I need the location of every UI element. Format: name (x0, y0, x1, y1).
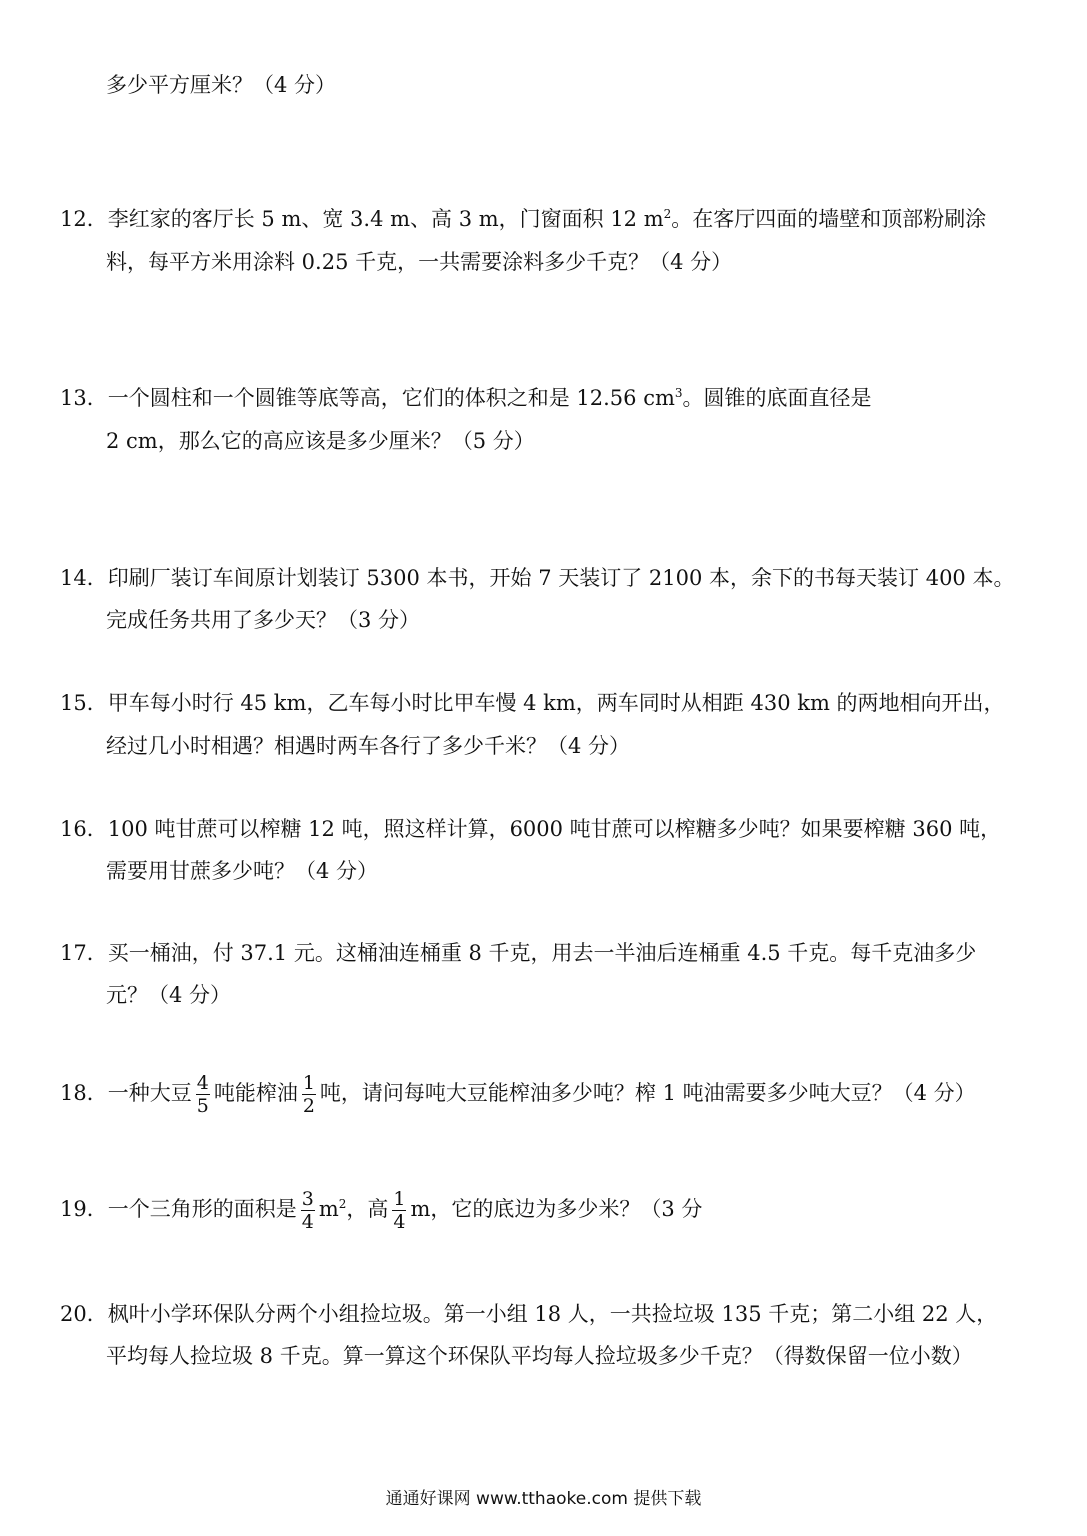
q19-frac2-denominator: 4 (393, 1211, 406, 1233)
question-19-line-1 (60, 1186, 702, 1233)
q19-text-1: 一个三角形的面积是 (107, 1197, 297, 1221)
question-20-line-1 (60, 1299, 997, 1329)
q18-text-2: 吨能榨油 (213, 1081, 298, 1105)
q17-text: 买一桶油，付 37.1 元。这桶油连桶重 8 千克，用去一半油后连桶重 4.5 千克。每千克油多少 (107, 941, 977, 965)
q18-fraction-one-half (302, 1072, 316, 1117)
q18-text-3: 吨，请问每吨大豆能榨油多少吨？榨 1 吨油需要多少吨大豆？（4 分） (319, 1081, 976, 1105)
q13-text-b: 。圆锥的底面直径是 (682, 386, 872, 410)
question-18-number: 18． (60, 1081, 108, 1105)
question-17-line-1 (60, 938, 976, 968)
q12-superscript: 2 (663, 207, 672, 221)
question-20-line-2: 平均每人捡垃圾 8 千克。算一算这个环保队平均每人捡垃圾多少千克？（得数保留一位小数） (106, 1344, 973, 1368)
question-16-number: 16． (60, 817, 108, 841)
question-20-number: 20． (60, 1302, 108, 1326)
q20-text: 枫叶小学环保队分两个小组捡垃圾。第一小组 18 人，一共捡垃圾 135 千克；第二小组 22 人， (107, 1302, 998, 1326)
q18-text-1: 一种大豆 (107, 1081, 192, 1105)
q15-text: 甲车每小时行 45 km，乙车每小时比甲车慢 4 km，两车同时从相距 430 km 的两地相向开出， (107, 691, 1005, 715)
question-16-line-2: 需要用甘蔗多少吨？（4 分） (106, 859, 379, 883)
question-15-number: 15． (60, 691, 108, 715)
q19-fraction-three-quarters (301, 1188, 315, 1233)
q18-frac2-numerator: 1 (302, 1072, 315, 1094)
q19-frac1-numerator: 3 (301, 1188, 314, 1210)
q18-fraction-four-fifths (196, 1072, 210, 1117)
question-14-line-2: 完成任务共用了多少天？（3 分） (106, 608, 421, 632)
q12-text-b: 。在客厅四面的墙壁和顶部粉刷涂 (671, 207, 987, 231)
q19-text-4: m，它的底边为多少米？（3 分 (410, 1197, 703, 1221)
q19-fraction-one-quarter (392, 1188, 406, 1233)
q19-frac1-denominator: 4 (301, 1211, 314, 1233)
q19-superscript: 2 (338, 1197, 347, 1211)
question-13-number: 13． (60, 386, 108, 410)
question-16-line-1 (60, 814, 1001, 844)
question-12-line-1 (60, 204, 986, 234)
question-15-line-2: 经过几小时相遇？相遇时两车各行了多少千米？（4 分） (106, 734, 631, 758)
question-13-line-1 (60, 383, 872, 413)
question-17-number: 17． (60, 941, 108, 965)
q18-frac1-denominator: 5 (196, 1095, 209, 1117)
question-15-line-1 (60, 688, 1005, 718)
q13-superscript: 3 (674, 386, 683, 400)
question-12-line-2: 料，每平方米用涂料 0.25 千克，一共需要涂料多少千克？（4 分） (106, 250, 733, 274)
q14-text: 印刷厂装订车间原计划装订 5300 本书，开始 7 天装订了 2100 本，余下的书每天装订 400 本。 (107, 566, 1015, 590)
q18-frac2-denominator: 2 (302, 1095, 315, 1117)
question-13-line-2: 2 cm，那么它的高应该是多少厘米？（5 分） (106, 429, 535, 453)
question-14-number: 14． (60, 566, 108, 590)
question-18-line-1 (60, 1070, 976, 1117)
q13-text-a: 一个圆柱和一个圆锥等底等高，它们的体积之和是 12.56 cm (107, 386, 675, 410)
question-12-number: 12． (60, 207, 108, 231)
question-14-line-1 (60, 563, 1014, 593)
q19-frac2-numerator: 1 (393, 1188, 406, 1210)
q16-text: 100 吨甘蔗可以榨糖 12 吨，照这样计算，6000 吨甘蔗可以榨糖多少吨？如果要榨糖 360 吨， (107, 817, 1002, 841)
question-19-number: 19． (60, 1197, 108, 1221)
q18-frac1-numerator: 4 (196, 1072, 209, 1094)
q19-text-2: m (318, 1197, 339, 1221)
q19-text-3: ，高 (346, 1197, 389, 1221)
q12-text-a: 李红家的客厅长 5 m、宽 3.4 m、高 3 m，门窗面积 12 m (107, 207, 664, 231)
q11-continuation: 多少平方厘米？（4 分） (106, 73, 337, 97)
question-17-line-2: 元？（4 分） (106, 983, 232, 1007)
page-footer: 通通好课网 www.tthaoke.com 提供下载 (385, 1489, 702, 1509)
